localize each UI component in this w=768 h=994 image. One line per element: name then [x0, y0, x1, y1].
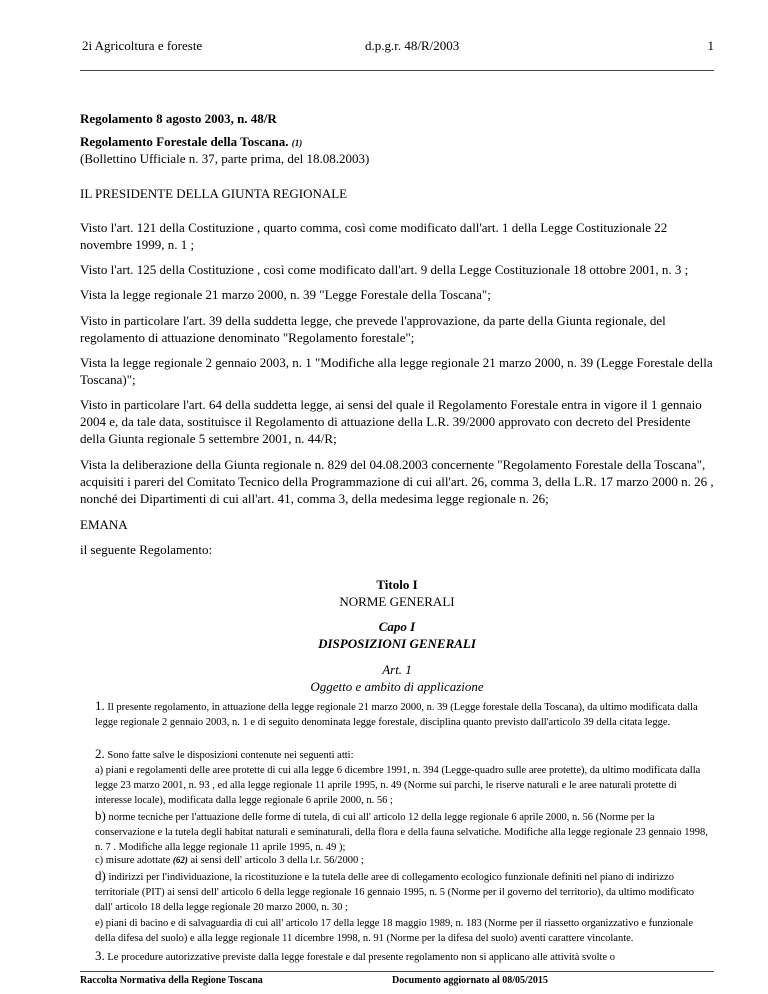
item-label: d) — [95, 868, 106, 883]
preamble-paragraph: Visto l'art. 121 della Costituzione , quarto comma, così come modificato dall'art. 1 della Legge Costituzionale 22 novembre 1999, n. 1 ; — [80, 220, 668, 252]
preamble-paragraph: Vista la deliberazione della Giunta regionale n. 829 del 04.08.2003 concernente "Regolamento Forestale della Toscana", acquisiti i pareri del Comitato Tecnico della Programmazione di cui all'art. 26, comma 3, della L.R. 17 marzo 2000 n. 26 , nonché dei Dipartimenti di cui all'art. 41, comma 3, della medesima legge regionale n. 26; — [80, 457, 714, 506]
article-name: Oggetto e ambito di applicazione — [310, 679, 484, 694]
comma-text: Il presente regolamento, in attuazione della legge regionale 21 marzo 2000, n. 39 (Legge forestale della Toscana), da ultimo modificata dalla legge regionale 2 gennaio 2003, n. 1 e di seguito denominata legge forestale, disciplina quanto previsto dall'articolo 39 della citata legge. — [95, 702, 698, 728]
item-text-before-note: misure adottate — [105, 855, 171, 866]
comma-text: Sono fatte salve le disposizioni contenute nei seguenti atti: — [107, 750, 354, 761]
header-document-ref: d.p.g.r. 48/R/2003 — [365, 38, 460, 53]
capo-name: DISPOSIZIONI GENERALI — [318, 636, 476, 651]
item-text: piani e regolamenti delle aree protette di cui alla legge 6 dicembre 1991, n. 394 (Legge-quadro sulle aree protette), da ultimo modificata dalla legge 23 marzo 2001, n. 93 , ed alla legge regionale 11 aprile 1995, n. 49 (Norme sui parchi, le riserve naturali e le aree naturali protette di interesse locale), modificata dalla legge regionale 6 aprile 2000, n. 56 ; — [95, 765, 701, 806]
titolo-label: Titolo I — [376, 577, 418, 592]
item-text-after-note: ai sensi dell' articolo 3 della l.r. 56/2000 ; — [190, 855, 364, 866]
footer-update-date: Documento aggiornato al 08/05/2015 — [392, 975, 548, 986]
header-collection: 2i Agricoltura e foreste — [82, 38, 203, 53]
item-text: indirizzi per l'individuazione, la ricostituzione e la tutela delle aree di collegamento ecologico funzionale definiti nel piano di indirizzo territoriale (PIT) ai sensi dell' articolo 6 della legge regionale 16 gennaio 1995, n. 5 (Norme per il governo del territorio), da ultimo modificato dall' articolo 18 della legge regionale 20 marzo 2000, n. 30 ; — [95, 872, 695, 913]
preamble-paragraph: Vista la legge regionale 2 gennaio 2003, n. 1 "Modifiche alla legge regionale 21 marzo 2000, n. 39 (Legge Forestale della Toscana)"; — [80, 355, 713, 387]
preamble-paragraph: Vista la legge regionale 21 marzo 2000, n. 39 "Legge Forestale della Toscana"; — [80, 287, 491, 302]
footer-rule — [80, 971, 714, 972]
item-label: b) — [95, 808, 106, 823]
item-label: a) — [95, 765, 104, 776]
comma-2-item-a — [80, 763, 714, 808]
comma-number: 1. — [95, 698, 105, 713]
subtitle-text: Regolamento Forestale della Toscana. — [80, 134, 289, 149]
item-text: piani di bacino e di salvaguardia di cui all' articolo 17 della legge 18 maggio 1989, n. 183 (Norme per il riassetto organizzativo e funzionale della difesa del suolo) e alla legge regionale 11 dicembre 1998, n. 91 (Norme per la difesa del suolo) aventi carattere vincolante. — [95, 918, 693, 944]
comma-2 — [80, 746, 714, 763]
enactment-intro: il seguente Regolamento: — [80, 542, 213, 557]
publication-info: (Bollettino Ufficiale n. 37, parte prima, del 18.08.2003) — [80, 151, 370, 166]
item-note-link[interactable]: (62) — [172, 855, 188, 865]
comma-2-item-c — [80, 853, 714, 868]
comma-3 — [80, 948, 714, 965]
footer-collection: Raccolta Normativa della Regione Toscana — [80, 975, 263, 986]
enactment-formula: EMANA — [80, 517, 128, 532]
titolo-name: NORME GENERALI — [339, 594, 455, 609]
comma-2-item-b — [80, 808, 714, 855]
item-label: e) — [95, 918, 104, 929]
comma-text: Le procedure autorizzative previste dalla legge forestale e dal presente regolamento non si applicano alle attività svolte o — [107, 952, 615, 963]
article-label: Art. 1 — [382, 662, 412, 677]
header-page-number: 1 — [707, 38, 714, 53]
document-title: Regolamento 8 agosto 2003, n. 48/R — [80, 111, 277, 126]
preamble-paragraph: Visto l'art. 125 della Costituzione , così come modificato dall'art. 9 della Legge Costituzionale 18 ottobre 2001, n. 3 ; — [80, 262, 689, 277]
comma-2-item-e — [80, 916, 714, 946]
page-header — [80, 38, 714, 58]
item-label: c) — [95, 855, 104, 866]
comma-2-item-d — [80, 868, 714, 915]
capo-label: Capo I — [378, 619, 416, 634]
comma-1 — [80, 698, 714, 730]
preamble-paragraph: Visto in particolare l'art. 64 della suddetta legge, ai sensi del quale il Regolamento Forestale entra in vigore il 1 gennaio 2004 e, da tale data, sostituisce il Regolamento di attuazione della L.R. 39/2000 approvato con decreto del Presidente della Giunta regionale 5 settembre 2001, n. 44/R; — [80, 397, 702, 446]
comma-number: 2. — [95, 746, 105, 761]
subtitle-note-link[interactable]: (1) — [291, 138, 303, 148]
item-text: norme tecniche per l'attuazione delle forme di tutela, di cui all' articolo 12 della legge regionale 6 aprile 2000, n. 56 (Norme per la conservazione e la tutela degli habitat naturali e seminaturali, della flora e della fauna selvatiche. Modifiche alla legge regionale 23 gennaio 1998, n. 7 . Modifiche alla legge regionale 11 aprile 1995, n. 49 ); — [95, 812, 708, 853]
header-rule — [80, 70, 714, 71]
preamble-heading: IL PRESIDENTE DELLA GIUNTA REGIONALE — [80, 186, 348, 201]
comma-number: 3. — [95, 948, 105, 963]
preamble-paragraph: Visto in particolare l'art. 39 della suddetta legge, che prevede l'approvazione, da parte della Giunta regionale, del regolamento di attuazione denominato "Regolamento forestale"; — [80, 313, 666, 345]
